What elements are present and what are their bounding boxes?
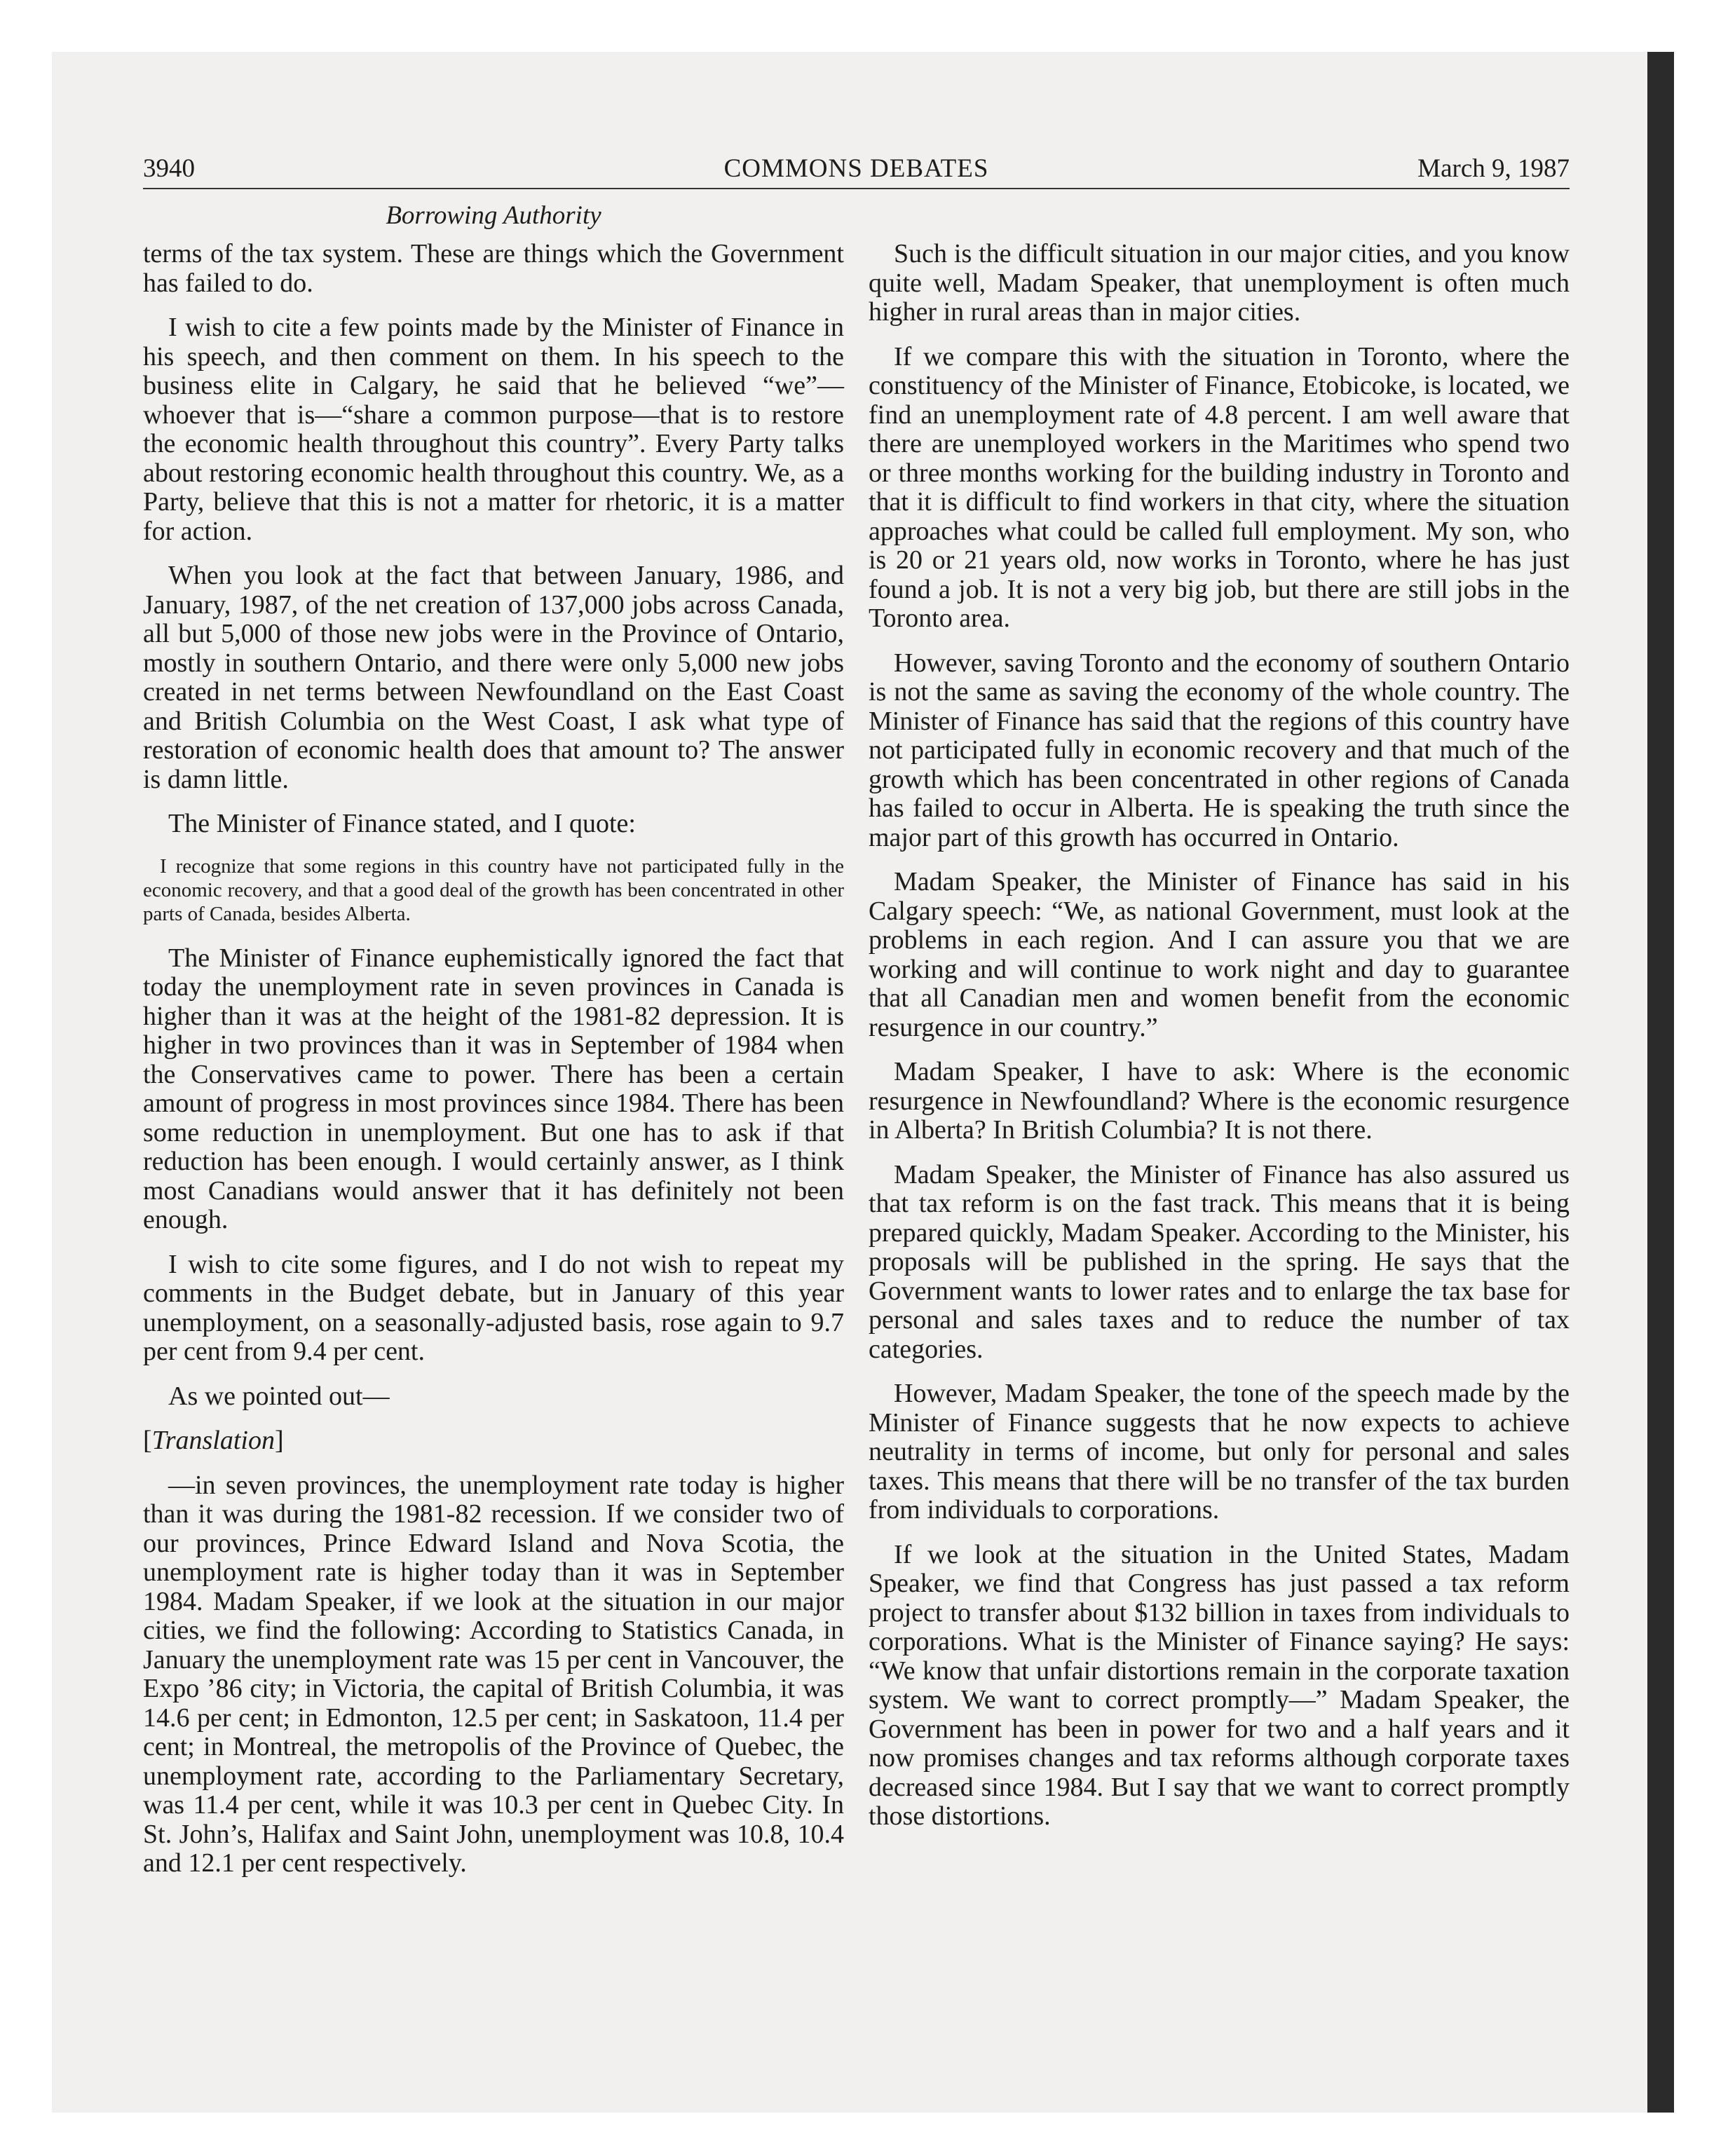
paragraph: Madam Speaker, the Minister of Finance has also assured us that tax reform is on the fast track. This means that it is being prepared quickly, Madam Speaker. According to the Minister, his proposals will be published in the spring. He says that the Government wants to lower rates and to enlarge the tax base for personal and sales taxes and to reduce the number of tax categories. (869, 1159, 1570, 1364)
paragraph: When you look at the fact that between January, 1986, and January, 1987, of the net creation of 137,000 jobs across Canada, all but 5,000 of those new jobs were in the Province of Ontario, mostly in southern Ontario, and there were only 5,000 new jobs created in net terms between Newfoundland on the East Coast and British Columbia on the West Coast, I ask what type of restoration of economic health does that amount to? The answer is damn little. (143, 561, 844, 794)
paragraph: As we pointed out— (168, 1381, 390, 1411)
header-date: March 9, 1987 (1417, 154, 1570, 183)
scan-edge-bar (1647, 52, 1674, 2113)
paragraph: Madam Speaker, I have to ask: Where is the economic resurgence in Newfoundland? Where is the economic resurgence in Alberta? In British Columbia? It is not there. (869, 1057, 1570, 1145)
paragraph: I wish to cite a few points made by the Minister of Finance in his speech, and then comment on them. In his speech to the business elite in Calgary, he said that he believed “we”—whoever that is—“share a common purpose—that is to restore the economic health throughout this country”. Every Party talks about restoring economic health throughout this country. We, as a Party, believe that this is not a matter for rhetoric, it is a matter for action. (143, 313, 844, 546)
paragraph: Such is the difficult situation in our major cities, and you know quite well, Madam Speaker, that unemployment is often much higher in rural areas than in major cities. (869, 239, 1570, 327)
paragraph: If we look at the situation in the United States, Madam Speaker, we find that Congress has just passed a tax reform project to transfer about $132 billion in taxes from individuals to corporations. What is the Minister of Finance saying? He says: “We know that unfair distortions remain in the corporate taxation system. We want to correct promptly—” Madam Speaker, the Government has been in power for two and a half years and it now promises changes and tax reforms although corporate taxes decreased since 1984. But I say that we want to correct promptly those distortions. (869, 1539, 1570, 1831)
translation-label: Translation (151, 1426, 275, 1455)
publication-title: COMMONS DEBATES (723, 154, 989, 183)
paragraph: However, Madam Speaker, the tone of the speech made by the Minister of Finance suggests that he now expects to achieve neutrality in terms of income, but only for personal and sales taxes. This means that there will be no transfer of the tax burden from individuals to corporations. (869, 1379, 1570, 1524)
translation-marker: [Translation] (143, 1426, 284, 1455)
paragraph: Madam Speaker, the Minister of Finance has said in his Calgary speech: “We, as national Government, must look at the problems in each region. And I can assure you that we are working and will continue to work night and day to guarantee that all Canadian men and women benefit from the economic resurgence in our country.” (869, 867, 1570, 1042)
paragraph: The Minister of Finance euphemistically ignored the fact that today the unemployment rate in seven provinces in Canada is higher than it was at the height of the 1981-82 depression. It is higher in two provinces than it was in September of 1984 when the Conservatives came to power. There has been a certain amount of progress in most provinces since 1984. There has been some reduction in unemployment. But one has to ask if that reduction has been enough. I would certainly answer, as I think most Canadians would answer that it has definitely not been enough. (143, 943, 844, 1234)
right-column (869, 240, 1570, 1847)
paragraph: I wish to cite some figures, and I do not wish to repeat my comments in the Budget debate, but in January of this year unemployment, on a seasonally-adjusted basis, rose again to 9.7 per cent from 9.4 per cent. (143, 1249, 844, 1366)
paragraph: —in seven provinces, the unemployment rate today is higher than it was during the 1981-82 recession. If we consider two of our provinces, Prince Edward Island and Nova Scotia, the unemployment rate is higher today than it was in September 1984. Madam Speaker, if we look at the situation in our major cities, we find the following: According to Statistics Canada, in January the unemployment rate was 15 per cent in Vancouver, the Expo ’86 city; in Victoria, the capital of British Columbia, it was 14.6 per cent; in Edmonton, 12.5 per cent; in Saskatoon, 11.4 per cent; in Montreal, the metropolis of the Province of Quebec, the unemployment rate, according to the Parliamentary Secretary, was 11.4 per cent, while it was 10.3 per cent in Quebec City. In St. John’s, Halifax and Saint John, unemployment was 10.8, 10.4 and 12.1 per cent respectively. (143, 1470, 844, 1878)
paragraph: terms of the tax system. These are things which the Government has failed to do. (143, 239, 844, 298)
paragraph: If we compare this with the situation in Toronto, where the constituency of the Minister of Finance, Etobicoke, is located, we find an unemployment rate of 4.8 percent. I am well aware that there are unemployed workers in the Maritimes who spend two or three months working for the building industry in Toronto and that it is difficult to find workers in that city, where the situation approaches what could be called full employment. My son, who is 20 or 21 years old, now works in Toronto, where he has just found a job. It is not a very big job, but there are still jobs in the Toronto area. (869, 341, 1570, 633)
section-title: Borrowing Authority (386, 201, 601, 230)
page-number: 3940 (143, 154, 195, 183)
page-header (143, 146, 1570, 189)
block-quote: I recognize that some regions in this country have not participated fully in the economic recovery, and that a good deal of the growth has been concentrated in other parts of Canada, besides Alberta. (143, 854, 844, 925)
left-column (143, 240, 844, 1894)
paragraph: However, saving Toronto and the economy of southern Ontario is not the same as saving the economy of the whole country. The Minister of Finance has said that the regions of this country have not participated fully in economic recovery and that much of the growth which has been concentrated in other regions of Canada has failed to occur in Alberta. He is speaking the truth since the major part of this growth has occurred in Ontario. (869, 648, 1570, 852)
paragraph: The Minister of Finance stated, and I quote: (168, 809, 636, 838)
